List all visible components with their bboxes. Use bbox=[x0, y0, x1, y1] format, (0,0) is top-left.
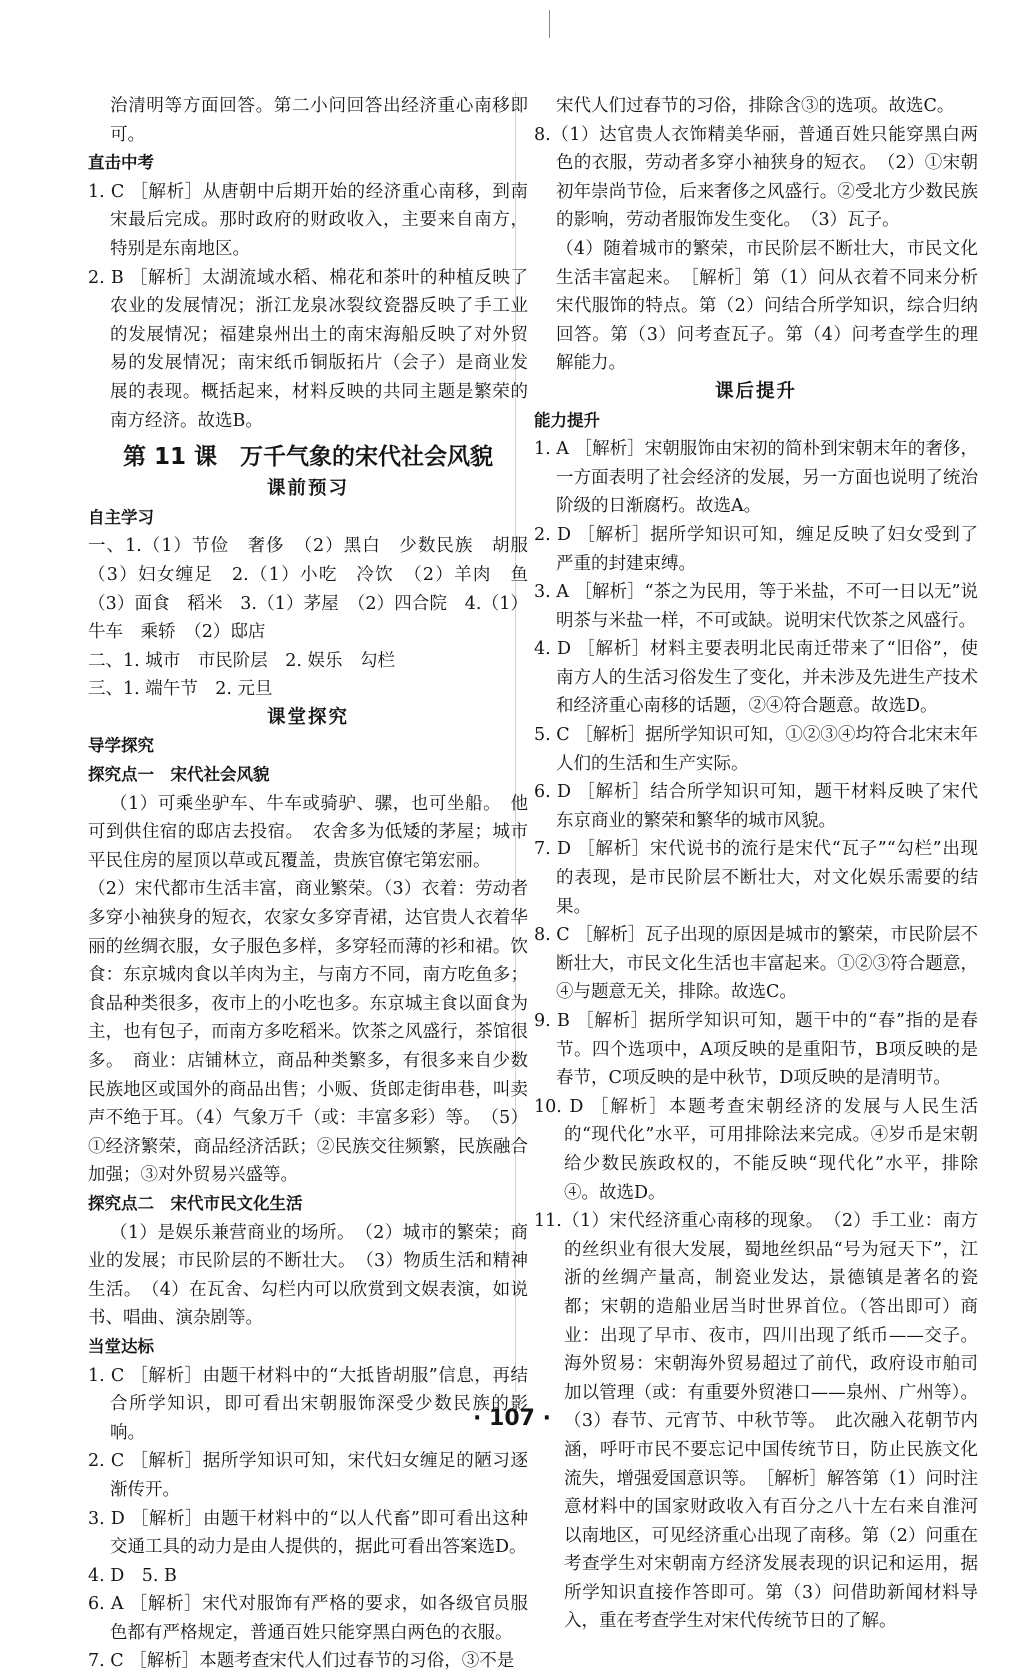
subsection-heading-tj1: 探究点一 宋代社会风貌 bbox=[88, 765, 270, 785]
subsection-heading-tj2: 探究点二 宋代市民文化生活 bbox=[88, 1193, 303, 1213]
answer-item: 9. B ［解析］据所学知识可知，题干中的“春”指的是春节。四个选项中，A项反映的是重阳节，B项反映的是春节，C项反映的是中秋节，D项反映的是清明节。 bbox=[534, 1011, 978, 1089]
answer-item: （1）是娱乐兼营商业的场所。 （2）城市的繁荣；商业的发展；市民阶层的不断壮大。 （3）物质生活和精神生活。 （4）在瓦舍、勾栏内可以欣赏到文娱表演，如说书、唱曲、演杂剧等。 bbox=[88, 1222, 528, 1329]
answer-item: 8.（1）达官贵人衣饰精美华丽，普通百姓只能穿黑白两色的衣服，劳动者多穿小袖狭身的短衣。 （2）①宋朝初年崇尚节俭，后来奢侈之风盛行。②受北方少数民族的影响，劳动者服饰发生变化。 （3）瓦子。 bbox=[534, 124, 978, 231]
answer-item: 一、1.（1）节俭 奢侈 （2）黑白 少数民族 胡服 （3）妇女缠足 2.（1）小吃 冷饮 （2）羊肉 鱼 （3）面食 稻米 3.（1）茅屋 （2）四合院 4.（1）牛车 乘轿 （2）邸店 bbox=[88, 536, 546, 643]
lesson-title: 第 11 课 万千气象的宋代社会风貌 bbox=[122, 444, 494, 471]
answer-item: 7. C ［解析］本题考查宋代人们过春节的习俗，③不是 bbox=[88, 1651, 515, 1672]
answer-item: 2. B ［解析］太湖流域水稻、棉花和茶叶的种植反映了农业的发展情况；浙江龙泉冰裂纹瓷器反映了手工业的发展情况；福建泉州出土的南宋海船反映了对外贸易的发展情况；南宋纸币铜版拓片（会子）是商业发展的表现。概括起来，材料反映的共同主题是繁荣的南方经济。故选B。 bbox=[88, 267, 528, 431]
section-heading-dxtj: 导学探究 bbox=[88, 736, 154, 756]
answer-item: 3. D ［解析］由题干材料中的“以人代畜”即可看出这种交通工具的动力是由人提供的，据此可看出答案选D。 bbox=[88, 1508, 528, 1558]
answer-item: 6. A ［解析］宋代对服饰有严格的要求，如各级官员服色都有严格规定，普通百姓只能穿黑白两色的衣服。 bbox=[88, 1594, 528, 1643]
section-heading-khts: 课后提升 bbox=[714, 380, 797, 402]
section-heading-ktyj: 课堂探究 bbox=[266, 706, 349, 728]
section-heading-zzxx: 自主学习 bbox=[88, 507, 154, 527]
answer-item: 三、1. 端午节 2. 元旦 bbox=[88, 679, 273, 700]
answer-item: 11.（1）宋代经济重心南移的现象。 （2）手工业：南方的丝织业有很大发展，蜀地丝织品“号为冠天下”，江浙的丝绸产量高，制瓷业发达，景德镇是著名的瓷都；宋朝的造船业居当时世界首位。（答出即可）商业：出现了早市、夜市，四川出现了纸币——交子。海外贸易：宋朝海外贸易超过了前代，政府设市舶司加以管理（或：有重要外贸港口——泉州、广州等）。（3）春节、元宵节、中秋节等。 此次融入花朝节内涵，呼吁市民不要忘记中国传统节日，防止民族文化流失，增强爱国意识等。 ［解析］解答第（1）问时注意材料中的国家财政收入有百分之八十左右来自淮河以南地区，可见经济重心出现了南移。第（2）问重在考查学生对宋朝南方经济发展表现的识记和运用，据所学知识直接作答即可。第（3）问借助新闻材料导入，重在考查学生对宋代传统节日的了解。 bbox=[534, 1211, 978, 1632]
answer-item: 1. C ［解析］从唐朝中后期开始的经济重心南移，到南宋最后完成。那时政府的财政收入，主要来自南方，特别是东南地区。 bbox=[88, 181, 528, 259]
left-column bbox=[88, 92, 546, 1676]
answer-item: 1. A ［解析］宋朝服饰由宋初的简朴到宋朝末年的奢侈，一方面表明了社会经济的发展，另一方面也说明了统治阶级的日渐腐朽。故选A。 bbox=[534, 439, 978, 517]
answer-item: 4. D ［解析］材料主要表明北民南迁带来了“旧俗”，使南方人的生活习俗发生了变化，并未涉及先进生产技术和经济重心南移的话题，②④符合题意。故选D。 bbox=[534, 639, 978, 717]
answer-item: 二、1. 城市 市民阶层 2. 娱乐 勾栏 bbox=[88, 650, 396, 671]
right-column bbox=[534, 92, 978, 1636]
answer-item: 8. C ［解析］瓦子出现的原因是城市的繁荣，市民阶层不断壮大，市民文化生活也丰富起来。①②③符合题意，④与题意无关，排除。故选C。 bbox=[534, 925, 978, 1003]
page-number: · 107 · bbox=[473, 1406, 551, 1431]
answer-item: 1. C ［解析］由题干材料中的“大抵皆胡服”信息，再结合所学知识，即可看出宋朝服饰深受少数民族的影响。 bbox=[88, 1365, 528, 1443]
answer-item: 3. A ［解析］“茶之为民用，等于米盐，不可一日以无”说明茶与米盐一样，不可或缺。说明宋代饮茶之风盛行。 bbox=[534, 582, 978, 631]
answer-item: 6. D ［解析］结合所学知识可知，题干材料反映了宋代东京商业的繁荣和繁华的城市风貌。 bbox=[534, 782, 978, 831]
answer-item: （1）可乘坐驴车、牛车或骑驴、骡，也可坐船。 他可到供住宿的邸店去投宿。 农舍多为低矮的茅屋；城市平民住房的屋顶以草或瓦覆盖，贵族官僚宅第宏丽。 bbox=[88, 793, 528, 871]
section-heading-nlts: 能力提升 bbox=[534, 410, 600, 430]
answer-continuation: 治清明等方面回答。第二小问回答出经济重心南移即可。 bbox=[110, 96, 528, 145]
answer-item: 4. D 5. B bbox=[88, 1565, 177, 1586]
answer-item: 5. C ［解析］据所学知识可知，①②③④均符合北宋末年人们的生活和生产实际。 bbox=[534, 725, 978, 774]
answer-item: 2. D ［解析］据所学知识可知，缠足反映了妇女受到了严重的封建束缚。 bbox=[534, 524, 978, 574]
answer-continuation: 宋代人们过春节的习俗，排除含③的选项。故选C。 bbox=[556, 96, 955, 116]
answer-item: （4）随着城市的繁荣，市民阶层不断壮大，市民文化生活丰富起来。 ［解析］第（1）问从衣着不同来分析宋代服饰的特点。第（2）问结合所学知识，综合归纳回答。第（3）问考查瓦子。第（4）问考查学生的理解能力。 bbox=[556, 238, 978, 374]
answer-item: 7. D ［解析］宋代说书的流行是宋代“瓦子”“勾栏”出现的表现，是市民阶层不断壮大，对文化娱乐需要的结果。 bbox=[534, 839, 978, 917]
answer-item: 10. D ［解析］本题考查宋朝经济的发展与人民生活的“现代化”水平，可用排除法来完成。④岁币是宋朝给少数民族政权的，不能反映“现代化”水平，排除④。故选D。 bbox=[534, 1096, 978, 1203]
section-heading-kqyx: 课前预习 bbox=[266, 478, 349, 500]
section-heading-zhiji: 直击中考 bbox=[88, 153, 154, 173]
scan-mark bbox=[549, 10, 550, 38]
section-heading-dtdb: 当堂达标 bbox=[88, 1336, 154, 1356]
answer-item: 2. C ［解析］据所学知识可知，宋代妇女缠足的陋习逐渐传开。 bbox=[88, 1451, 528, 1500]
answer-item: （2）宋代都市生活丰富，商业繁荣。（3）衣着：劳动者多穿小袖狭身的短衣，农家女多穿青裙，达官贵人衣着华丽的丝绸衣服，女子服色多样，多穿轻而薄的衫和裙。饮食：东京城肉食以羊肉为主，与南方不同，南方吃鱼多；食品种类很多，夜市上的小吃也多。东京城主食以面食为主，也有包子，而南方多吃稻米。饮茶之风盛行，茶馆很多。 商业：店铺林立，商品种类繁多，有很多来自少数民族地区或国外的商品出售；小贩、货郎走街串巷，叫卖声不绝于耳。（4）气象万千（或：丰富多彩）等。 （5）①经济繁荣，商品经济活跃；②民族交往频繁，民族融合加强；③对外贸易兴盛等。 bbox=[88, 879, 528, 1186]
